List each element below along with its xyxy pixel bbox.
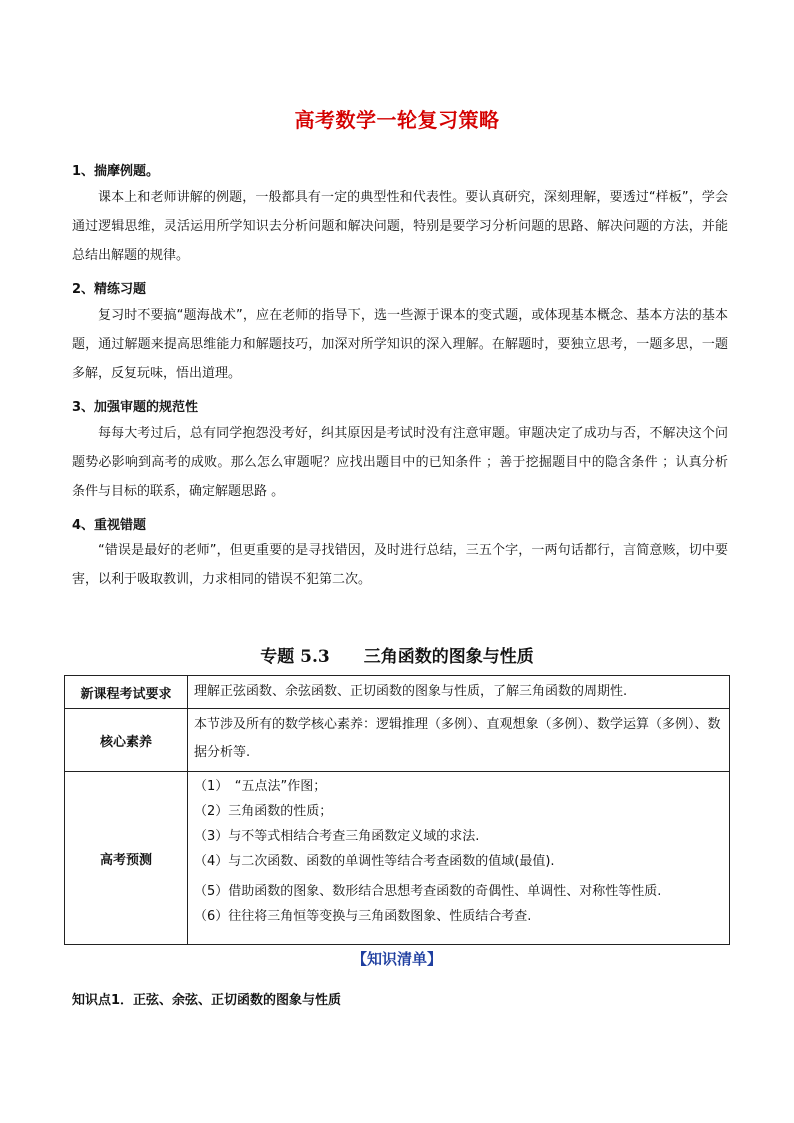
section-body-2: 复习时不要搞“题海战术”，应在老师的指导下，选一些源于课本的变式题，或体现基本概念、基本方法的基本题，通过解题来提高思维能力和解题技巧，加深对所学知识的深入理解。在解题时，要独立思考，一题多思，一题多解，反复玩味，悟出道理。 — [72, 308, 728, 381]
page-title: 高考数学一轮复习策略 — [294, 108, 500, 132]
exam-requirements-table — [64, 675, 730, 945]
topic-number: 专题 5.3 — [260, 647, 330, 667]
section-heading-1: 1、揣摩例题。 — [72, 164, 160, 179]
knowledge-point-heading: 知识点1．正弦、余弦、正切函数的图象与性质 — [72, 993, 342, 1008]
row-label-core-literacy: 核心素养 — [65, 709, 188, 772]
prediction-item: （2）三角函数的性质； — [194, 804, 333, 819]
topic-name: 三角函数的图象与性质 — [363, 647, 534, 667]
row-value-requirements: 理解正弦函数、余弦函数、正切函数的图象与性质，了解三角函数的周期性. — [188, 676, 730, 709]
section-body-4: “错误是最好的老师”，但更重要的是寻找错因，及时进行总结，三五个字，一两句话都行，言简意赅，切中要害，以利于吸取教训，力求相同的错误不犯第二次。 — [72, 543, 728, 587]
table-row — [65, 772, 730, 945]
prediction-item: （3）与不等式相结合考查三角函数定义域的求法. — [194, 829, 480, 844]
row-value-prediction — [188, 772, 730, 945]
prediction-item: （1） “五点法”作图； — [194, 779, 327, 794]
prediction-item: （5）借助函数的图象、数形结合思想考查函数的奇偶性、单调性、对称性等性质. — [194, 884, 662, 899]
table-row — [65, 709, 730, 772]
table-row — [65, 676, 730, 709]
section-heading-2: 2、精练习题 — [72, 282, 147, 297]
knowledge-list-header: 【知识清单】 — [351, 950, 442, 968]
section-heading-3: 3、加强审题的规范性 — [72, 400, 199, 415]
row-label-prediction: 高考预测 — [65, 772, 188, 945]
row-value-core-literacy: 本节涉及所有的数学核心素养：逻辑推理（多例）、直观想象（多例）、数学运算（多例）、数据分析等. — [188, 709, 730, 772]
section-heading-4: 4、重视错题 — [72, 518, 147, 533]
prediction-item: （6）往往将三角恒等变换与三角函数图象、性质结合考查. — [194, 909, 532, 924]
topic-title — [0, 642, 794, 667]
row-label-requirements: 新课程考试要求 — [65, 676, 188, 709]
section-body-1: 课本上和老师讲解的例题，一般都具有一定的典型性和代表性。要认真研究，深刻理解，要透过“样板”，学会通过逻辑思维，灵活运用所学知识去分析问题和解决问题，特别是要学习分析问题的思路、解决问题的方法，并能总结出解题的规律。 — [72, 190, 728, 263]
prediction-item: （4）与二次函数、函数的单调性等结合考查函数的值域(最值). — [194, 854, 555, 869]
section-body-3: 每每大考过后，总有同学抱怨没考好，纠其原因是考试时没有注意审题。审题决定了成功与否，不解决这个问题势必影响到高考的成败。那么怎么审题呢？应找出题目中的已知条件 ；善于挖掘题目中的隐含条件 ；认真分析条件与目标的联系，确定解题思路 。 — [72, 426, 728, 499]
